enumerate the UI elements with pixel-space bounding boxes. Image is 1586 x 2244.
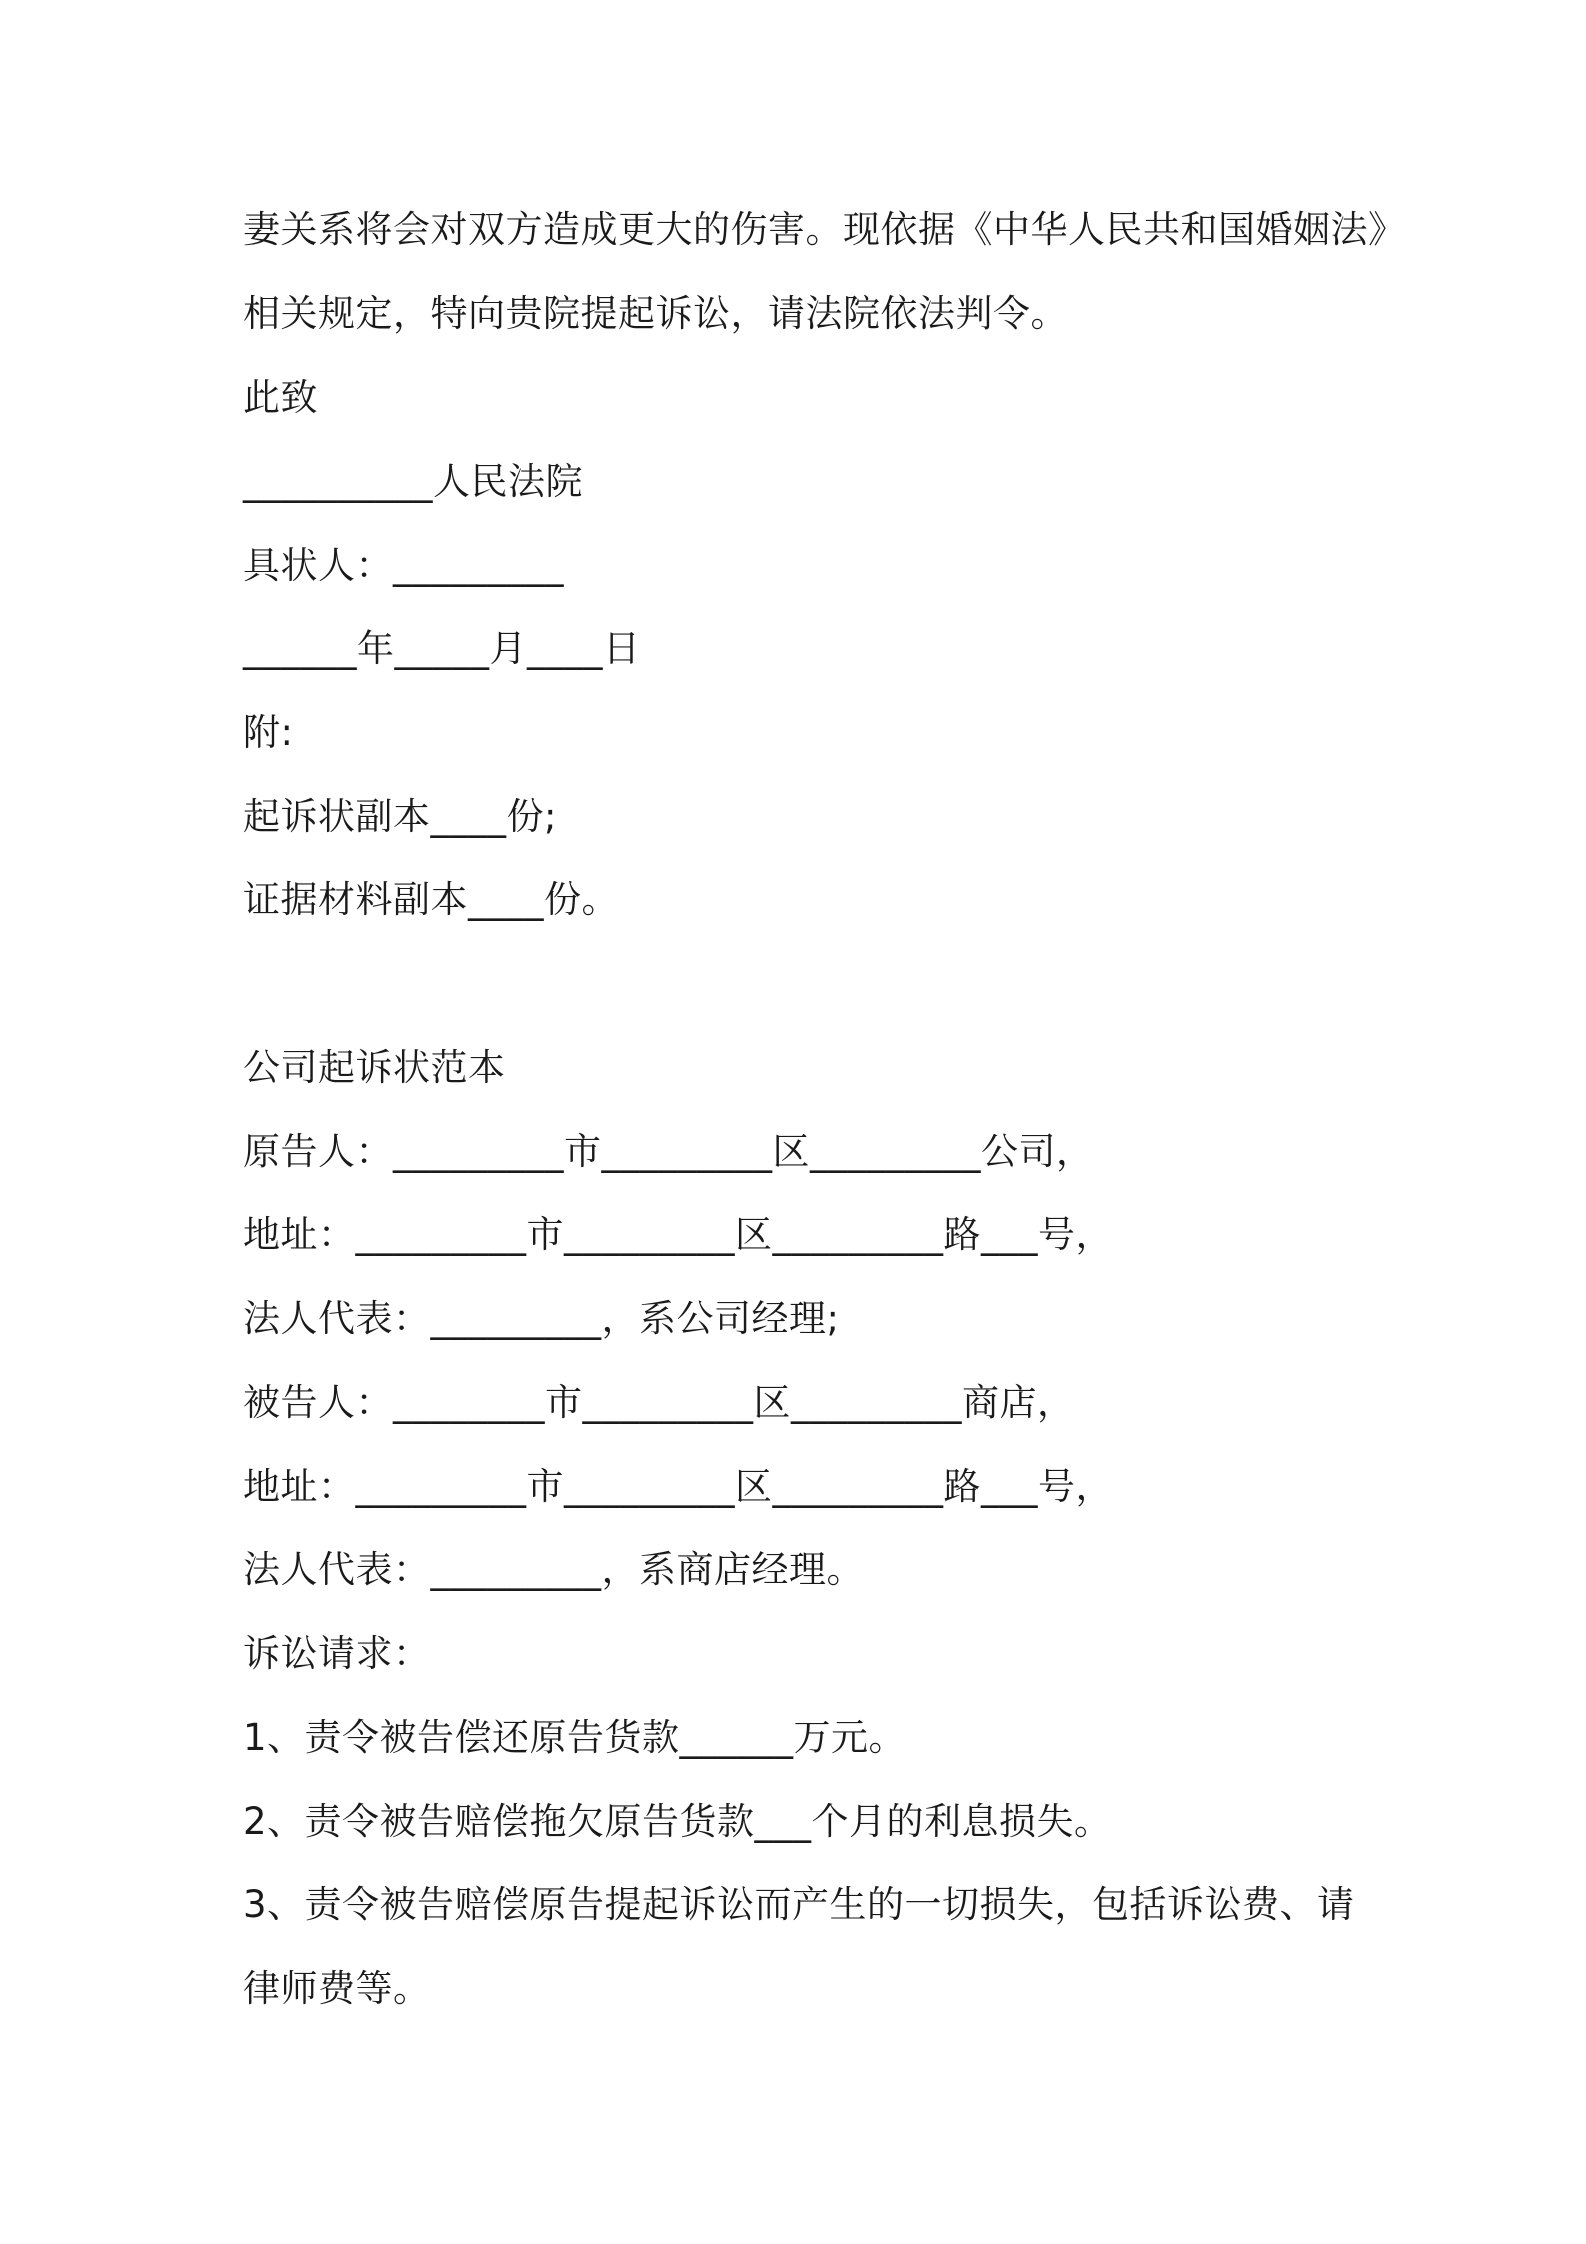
claim-item-continuation: 律师费等。 — [243, 1967, 431, 2010]
plaintiff-address-line: 地址：_________市_________区_________路___号， — [243, 1213, 1113, 1256]
court-line: __________人民法院 — [243, 460, 583, 503]
section-title: 公司起诉状范本 — [243, 1046, 506, 1089]
attachment-item: 证据材料副本____份。 — [243, 878, 619, 921]
defendant-representative-line: 法人代表：_________，系商店经理。 — [243, 1548, 864, 1591]
claim-item: 1、责令被告偿还原告货款______万元。 — [243, 1716, 907, 1759]
signer-line: 具状人：_________ — [243, 544, 564, 587]
defendant-line: 被告人：________市_________区_________商店， — [243, 1381, 1075, 1424]
salutation-line: 此致 — [243, 376, 318, 419]
date-line: ______年_____月____日 — [243, 627, 641, 670]
claims-heading: 诉讼请求： — [243, 1632, 431, 1675]
attachment-item: 起诉状副本____份; — [243, 795, 557, 838]
claim-item: 2、责令被告赔偿拖欠原告货款___个月的利息损失。 — [243, 1800, 1112, 1843]
body-text-line: 相关规定，特向贵院提起诉讼，请法院依法判令。 — [243, 292, 1068, 335]
plaintiff-line: 原告人：_________市_________区_________公司， — [243, 1130, 1094, 1173]
attachment-heading: 附: — [243, 711, 294, 754]
defendant-address-line: 地址：_________市_________区_________路___号， — [243, 1465, 1113, 1508]
body-text-line: 妻关系将会对双方造成更大的伤害。现依据《中华人民共和国婚姻法》 — [243, 208, 1406, 251]
claim-item: 3、责令被告赔偿原告提起诉讼而产生的一切损失，包括诉讼费、请 — [243, 1883, 1355, 1926]
plaintiff-representative-line: 法人代表：_________，系公司经理; — [243, 1297, 840, 1340]
